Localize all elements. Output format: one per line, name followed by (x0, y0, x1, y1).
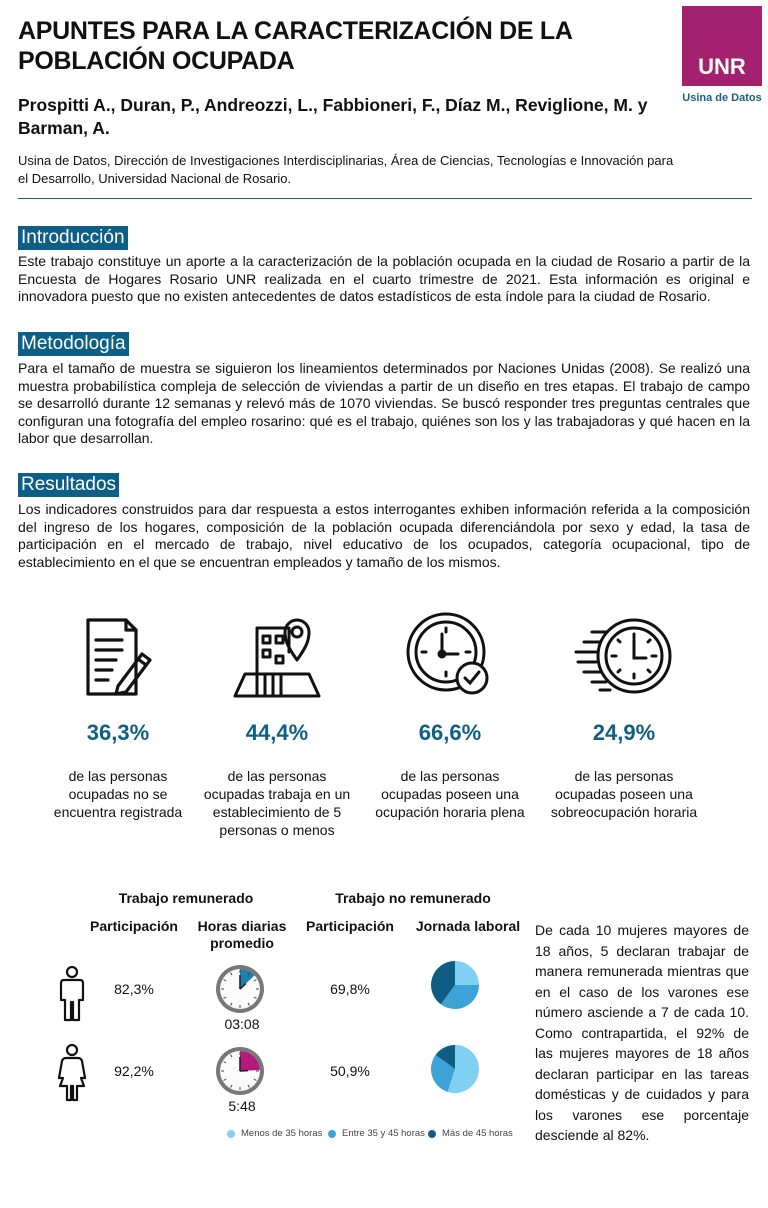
stat-overtime (544, 600, 704, 821)
col-participation-unpaid: Participación (306, 918, 394, 934)
stat-value: 44,4% (245, 720, 309, 745)
legend-label: Más de 45 horas (442, 1128, 513, 1139)
stat-description: de las personas ocupadas trabaja en un establecimiento de 5 personas o menos (203, 768, 351, 838)
stat-description: de las personas ocupadas poseen una ocupación horaria plena (375, 768, 525, 820)
method-heading: Metodología (18, 332, 129, 356)
results-heading: Resultados (18, 473, 119, 497)
clock-fill (240, 1051, 260, 1071)
document-pen-icon (38, 600, 198, 700)
stat-small-establishment (197, 600, 357, 839)
stat-value: 36,3% (86, 720, 150, 745)
intro-heading: Introducción (18, 226, 128, 250)
male-workday-pie (430, 960, 480, 1015)
unpaid-work-heading: Trabajo no remunerado (335, 890, 491, 906)
col-hours: Horas diarias promedio (197, 918, 287, 951)
stat-description: de las personas ocupadas no se encuentra registrada (53, 768, 183, 820)
female-paid-participation: 92,2% (114, 1063, 154, 1079)
clock-check-icon (370, 600, 530, 700)
authors: Prospitti A., Duran, P., Andreozzi, L., Fabbioneri, F., Díaz M., Reviglione, M. y Barman, A. (18, 95, 648, 138)
legend-label: Menos de 35 horas (241, 1128, 323, 1139)
results-text: Los indicadores construidos para dar respuesta a estos interrogantes exhiben información referida a la composición del ingreso de los hogares, composición de la población ocupada diferenciándola por sexo y edad, la tasa de participación en el mercado de trabajo, nivel educativo de los ocupados, categoría ocupacional, tipo de establecimiento en el que se encuentran empleados y tamaño de los mismos. (18, 501, 750, 570)
male-paid-participation: 82,3% (114, 981, 154, 997)
pie-slice (455, 961, 479, 985)
stat-value: 66,6% (418, 720, 482, 745)
col-participation: Participación (90, 918, 178, 934)
female-hours-clock (214, 1045, 266, 1102)
stat-description: de las personas ocupadas poseen una sobreocupación horaria (550, 768, 698, 820)
stat-value: 24,9% (592, 720, 656, 745)
female-hours: 5:48 (228, 1098, 256, 1114)
header-divider (18, 198, 752, 199)
building-location-icon (197, 600, 357, 700)
female-workday-pie (430, 1044, 480, 1099)
legend-swatch (227, 1130, 235, 1138)
male-hours-clock (214, 963, 266, 1020)
method-text: Para el tamaño de muestra se siguieron los lineamientos determinados por Naciones Unidas (2008). Se realizó una muestra probabilística compleja de selección de viviendas a partir de un diseño en tres etapas. El trabajo de campo se desarrolló durante 12 semanas y relevó más de 1070 viviendas. Se buscó responder tres preguntas centrales que configuran una fotografía del empleo rosarino: qué es el trabajo, quiénes son los y las trabajadoras y qué hacen en la labor que desarrollan. (18, 360, 750, 446)
page-title: APUNTES PARA LA CARACTERIZACIÓN DE LA POBLACIÓN OCUPADA (18, 17, 572, 75)
col-workday: Jornada laboral (415, 918, 521, 934)
male-unpaid-participation: 69,8% (330, 981, 370, 997)
legend-swatch (328, 1130, 336, 1138)
male-hours: 03:08 (224, 1016, 260, 1032)
legend-item (328, 1128, 425, 1139)
affiliation: Usina de Datos, Dirección de Investigaciones Interdisciplinarias, Área de Ciencias, Tecnologías e Innovación para el Desarrollo, Universidad Nacional de Rosario. (18, 153, 674, 186)
male-person-icon (58, 966, 86, 1027)
legend-swatch (428, 1130, 436, 1138)
intro-text: Este trabajo constituye un aporte a la caracterización de la población ocupada en la ciudad de Rosario a partir de la Encuesta de Hogares Rosario UNR realizada en el cuarto trimestre de 2021. Esta información es original e innovadora puesto que no existen antecedentes de datos estadísticos de esta índole para la ciudad de Rosario. (18, 253, 750, 304)
stat-unregistered (38, 600, 198, 821)
logo-text: UNR (698, 54, 746, 79)
legend-item (227, 1128, 322, 1139)
side-text: De cada 10 mujeres mayores de 18 años, 5 declaran trabajar de manera remunerada mientras que en el caso de los varones ese número asciende a 7 de cada 10. Como contrapartida, el 92% de las mujeres mayores de 18 años declaran participar en las tareas domésticas y de cuidados y para los varones ese porcentaje desciende al 82%. (535, 922, 749, 1143)
logo-caption: Usina de Datos (682, 92, 762, 104)
legend-item (428, 1128, 513, 1139)
female-unpaid-participation: 50,9% (330, 1063, 370, 1079)
female-person-icon (58, 1044, 86, 1107)
unr-logo (682, 6, 762, 86)
fast-clock-icon (544, 600, 704, 700)
legend-label: Entre 35 y 45 horas (342, 1128, 425, 1139)
stat-full-time (370, 600, 530, 821)
paid-work-heading: Trabajo remunerado (118, 890, 254, 906)
